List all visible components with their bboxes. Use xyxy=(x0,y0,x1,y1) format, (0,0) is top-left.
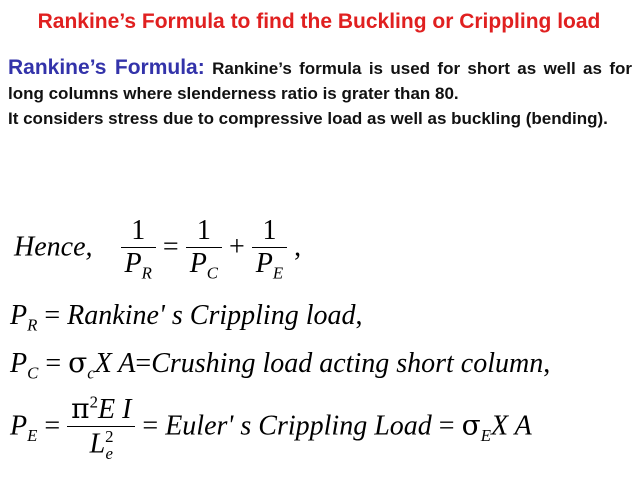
rankine-equation: Hence, $\frac{1}{P_R}$ = $\frac{1}{P_C}$ + $\frac{1}{P_E}$ , xyxy=(14,215,302,283)
pc-definition: $P_C = \sigma_cX$ A=Crushing load acting short column, xyxy=(10,346,551,383)
plus-sign: + xyxy=(229,231,245,263)
intro-text-2: It considers stress due to compressive load as well as buckling (bending). xyxy=(8,109,608,128)
pr-definition: $P_R$ = Rankine' s Crippling load, xyxy=(10,300,363,335)
pc-description: Crushing load acting short column xyxy=(151,348,544,379)
fraction-1-over-pr: $\frac{1}{P_R}$ xyxy=(121,215,156,284)
intro-text-1: Rankine’s formula is used for short as well as for long columns where slenderness ratio is grater than 80. xyxy=(8,59,632,103)
equals-sign: = xyxy=(162,231,179,263)
fraction-1-over-pc: $\frac{1}{P_C}$ xyxy=(186,215,222,284)
rankine-formula-label: Rankine’s Formula: xyxy=(8,56,205,79)
hence-label: Hence, xyxy=(14,231,93,263)
euler-fraction: $\frac{\pi^2E I}{L^2_e}$ xyxy=(67,392,135,464)
intro-paragraph xyxy=(8,55,632,131)
slide-title: Rankine’s Formula to find the Buckling or Crippling load xyxy=(37,10,601,33)
euler-description: Euler' s Crippling Load xyxy=(165,410,432,442)
fraction-1-over-pe: $\frac{1}{P_E}$ xyxy=(252,215,287,284)
intro-line-1 xyxy=(8,55,632,106)
pe-definition: $P_E$ = $\frac{\pi^2E I}{L^2_e}$ = Euler' s Crippling Load = $\sigma_EX$ A xyxy=(10,392,532,463)
pr-description: Rankine' s Crippling load xyxy=(67,300,356,331)
